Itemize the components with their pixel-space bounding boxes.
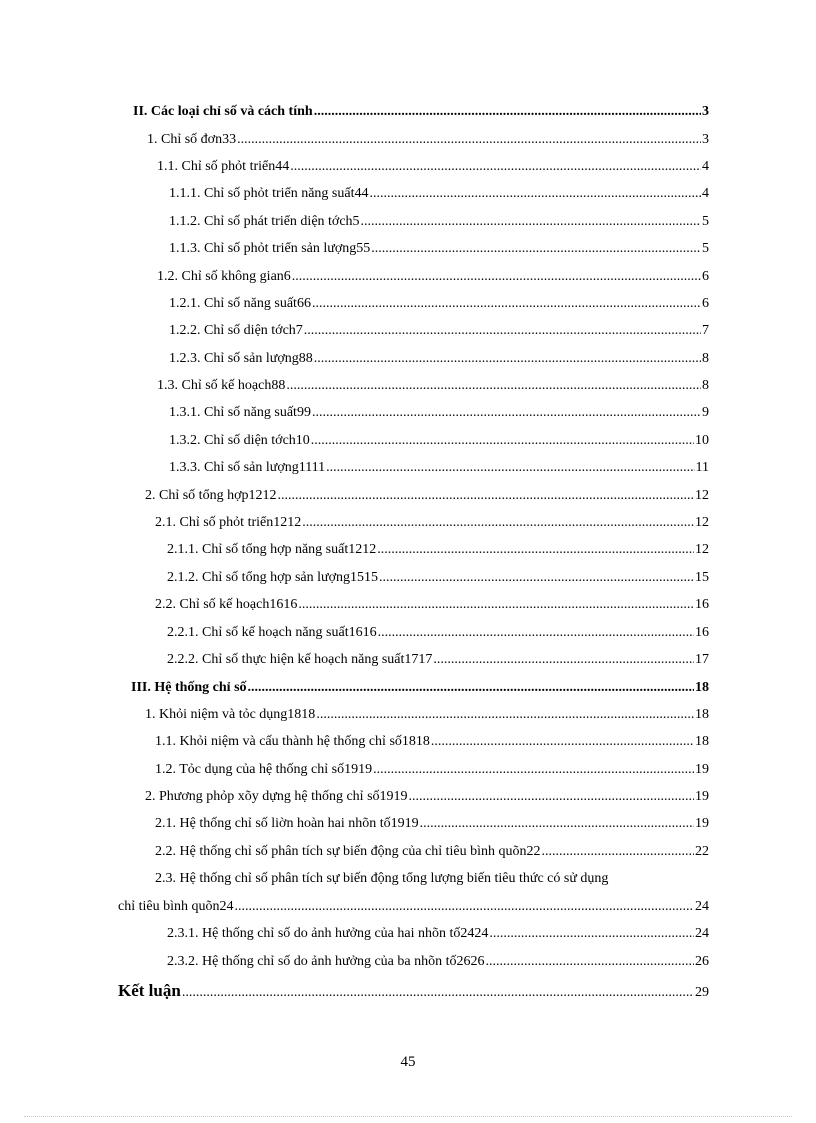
toc-entry [167, 651, 709, 669]
toc-entry-page: 3 [702, 104, 709, 119]
toc-entry-title: 2.1.1. Chỉ số tổng hợp năng suất1212 [167, 542, 377, 557]
toc-entry-title: 2.2. Chỉ số kế hoạch1616 [155, 597, 298, 612]
toc-entry-title: chỉ tiêu bình quõn24 [118, 899, 234, 914]
toc-entry [167, 569, 709, 587]
toc-entry-title: 1.2.1. Chỉ số năng suất66 [169, 296, 311, 311]
toc-entry [145, 487, 709, 505]
toc-entry-title: 2.1. Chỉ số phỏt triển1212 [155, 515, 302, 530]
toc-entry-page: 22 [695, 844, 709, 859]
toc-entry [169, 404, 709, 422]
toc-entry [118, 982, 709, 1002]
toc-entry-title: 1.3.3. Chỉ số sản lượng1111 [169, 460, 326, 475]
toc-entry-page: 10 [695, 433, 709, 448]
toc-entry-title: II. Các loại chỉ số và cách tính [133, 104, 313, 119]
toc-entry [155, 596, 709, 614]
toc-entry-title: 1.2.3. Chỉ số sản lượng88 [169, 351, 313, 366]
toc-entry-page: 8 [702, 378, 709, 393]
toc-entry-title: 2.2. Hệ thống chỉ số phân tích sự biến động của chỉ tiêu bình quõn22 [155, 844, 541, 859]
toc-entry-title: 1.3.1. Chỉ số năng suất99 [169, 405, 311, 420]
toc-entry-title: 1. Chỉ số đơn33 [147, 132, 237, 147]
toc-entry [147, 131, 709, 149]
toc-entry [167, 541, 709, 559]
toc-entry-title: 1.3. Chỉ số kế hoạch88 [157, 378, 286, 393]
toc-entry-page: 5 [702, 241, 709, 256]
toc-entry-title: 2.2.1. Chỉ số kế hoạch năng suất1616 [167, 625, 377, 640]
toc-entry-page: 19 [695, 789, 709, 804]
toc-entry-title: 1.2. Chỉ số không gian6 [157, 269, 291, 284]
toc-entry-page: 7 [702, 323, 709, 338]
toc-entry-title: 1.3.2. Chỉ số diện tớch10 [169, 433, 310, 448]
toc-entry-title: 1.1.2. Chỉ số phát triển diện tớch5 [169, 214, 360, 229]
toc-entry [169, 240, 709, 258]
toc-entry-title: 2. Chỉ số tổng hợp1212 [145, 488, 277, 503]
toc-entry [155, 843, 709, 861]
toc-entry-page: 24 [695, 899, 709, 914]
toc-entry-page: 29 [695, 985, 709, 1000]
page-number: 45 [400, 1054, 416, 1070]
toc-entry [157, 377, 709, 395]
toc-entry-page: 6 [702, 296, 709, 311]
toc-entry-page: 24 [695, 926, 709, 941]
toc-entry [169, 213, 709, 231]
toc-entry-wrapped-line: 2.3. Hệ thống chỉ số phân tích sự biến động tổng lượng biến tiêu thức có sử dụng [155, 871, 609, 886]
bottom-divider [24, 1116, 792, 1117]
toc-entry [169, 350, 709, 368]
toc-entry-page: 6 [702, 269, 709, 284]
toc-entry-page: 26 [695, 954, 709, 969]
toc-entry [155, 761, 709, 779]
toc-entry-page: 19 [695, 816, 709, 831]
toc-entry [157, 158, 709, 176]
toc-entry-title: Kết luận [118, 981, 181, 1000]
toc-entry-page: 11 [695, 460, 709, 475]
toc-entry-title: 1. Khỏi niệm và tỏc dụng1818 [145, 707, 316, 722]
toc-entry-page: 18 [695, 734, 709, 749]
toc-entry [131, 679, 709, 697]
toc-entry-page: 18 [695, 707, 709, 722]
toc-entry [169, 295, 709, 313]
toc-entry-title: 1.1.1. Chỉ số phỏt triển năng suất44 [169, 186, 369, 201]
toc-entry [133, 103, 709, 121]
toc-entry [145, 706, 709, 724]
toc-entry [167, 624, 709, 642]
toc-entry-title: 2. Phương phỏp xõy dựng hệ thống chỉ số1919 [145, 789, 408, 804]
toc-entry-page: 3 [702, 132, 709, 147]
toc-entry [155, 815, 709, 833]
toc-entry [118, 898, 709, 916]
toc-entry-page: 12 [695, 515, 709, 530]
toc-entry-title: 2.2.2. Chỉ số thực hiện kế hoạch năng suất1717 [167, 652, 433, 667]
toc-entry [169, 459, 709, 477]
toc-entry-title: 2.3.2. Hệ thống chỉ số do ảnh hưởng của ba nhõn tố2626 [167, 954, 485, 969]
toc-entry-title: 1.2.2. Chỉ số diện tớch7 [169, 323, 303, 338]
toc-entry-page: 12 [695, 488, 709, 503]
toc-entry-page: 8 [702, 351, 709, 366]
toc-entry-title: 1.2. Tỏc dụng của hệ thống chỉ số1919 [155, 762, 373, 777]
toc-entry-title: 1.1. Chỉ số phỏt triển44 [157, 159, 290, 174]
toc-entry-page: 5 [702, 214, 709, 229]
toc-entry [155, 733, 709, 751]
toc-entry-page: 16 [695, 597, 709, 612]
toc-entry-title: 2.3.1. Hệ thống chỉ số do ảnh hưởng của hai nhõn tố2424 [167, 926, 489, 941]
toc-entry-page: 12 [695, 542, 709, 557]
toc-entry [157, 268, 709, 286]
toc-entry-title: 1.1.3. Chỉ số phỏt triển sản lượng55 [169, 241, 371, 256]
toc-entry-page: 18 [695, 680, 709, 695]
toc-entry-page: 17 [695, 652, 709, 667]
toc-entry [169, 432, 709, 450]
toc-entry [167, 925, 709, 943]
toc-entry [167, 953, 709, 971]
toc-entry-page: 19 [695, 762, 709, 777]
toc-entry [169, 322, 709, 340]
toc-entry-title: 2.1. Hệ thống chỉ số liờn hoàn hai nhõn tố1919 [155, 816, 419, 831]
toc-entry [155, 514, 709, 532]
toc-entry-title: III. Hệ thống chỉ số [131, 680, 247, 695]
toc-entry-page: 4 [702, 186, 709, 201]
toc-entry-page: 4 [702, 159, 709, 174]
toc-entry [145, 788, 709, 806]
toc-entry-page: 9 [702, 405, 709, 420]
toc-entry-page: 16 [695, 625, 709, 640]
toc-entry [169, 185, 709, 203]
toc-entry-title: 1.1. Khỏi niệm và cấu thành hệ thống chỉ số1818 [155, 734, 430, 749]
toc-entry-title: 2.1.2. Chỉ số tổng hợp sản lượng1515 [167, 570, 379, 585]
toc-entry-page: 15 [695, 570, 709, 585]
